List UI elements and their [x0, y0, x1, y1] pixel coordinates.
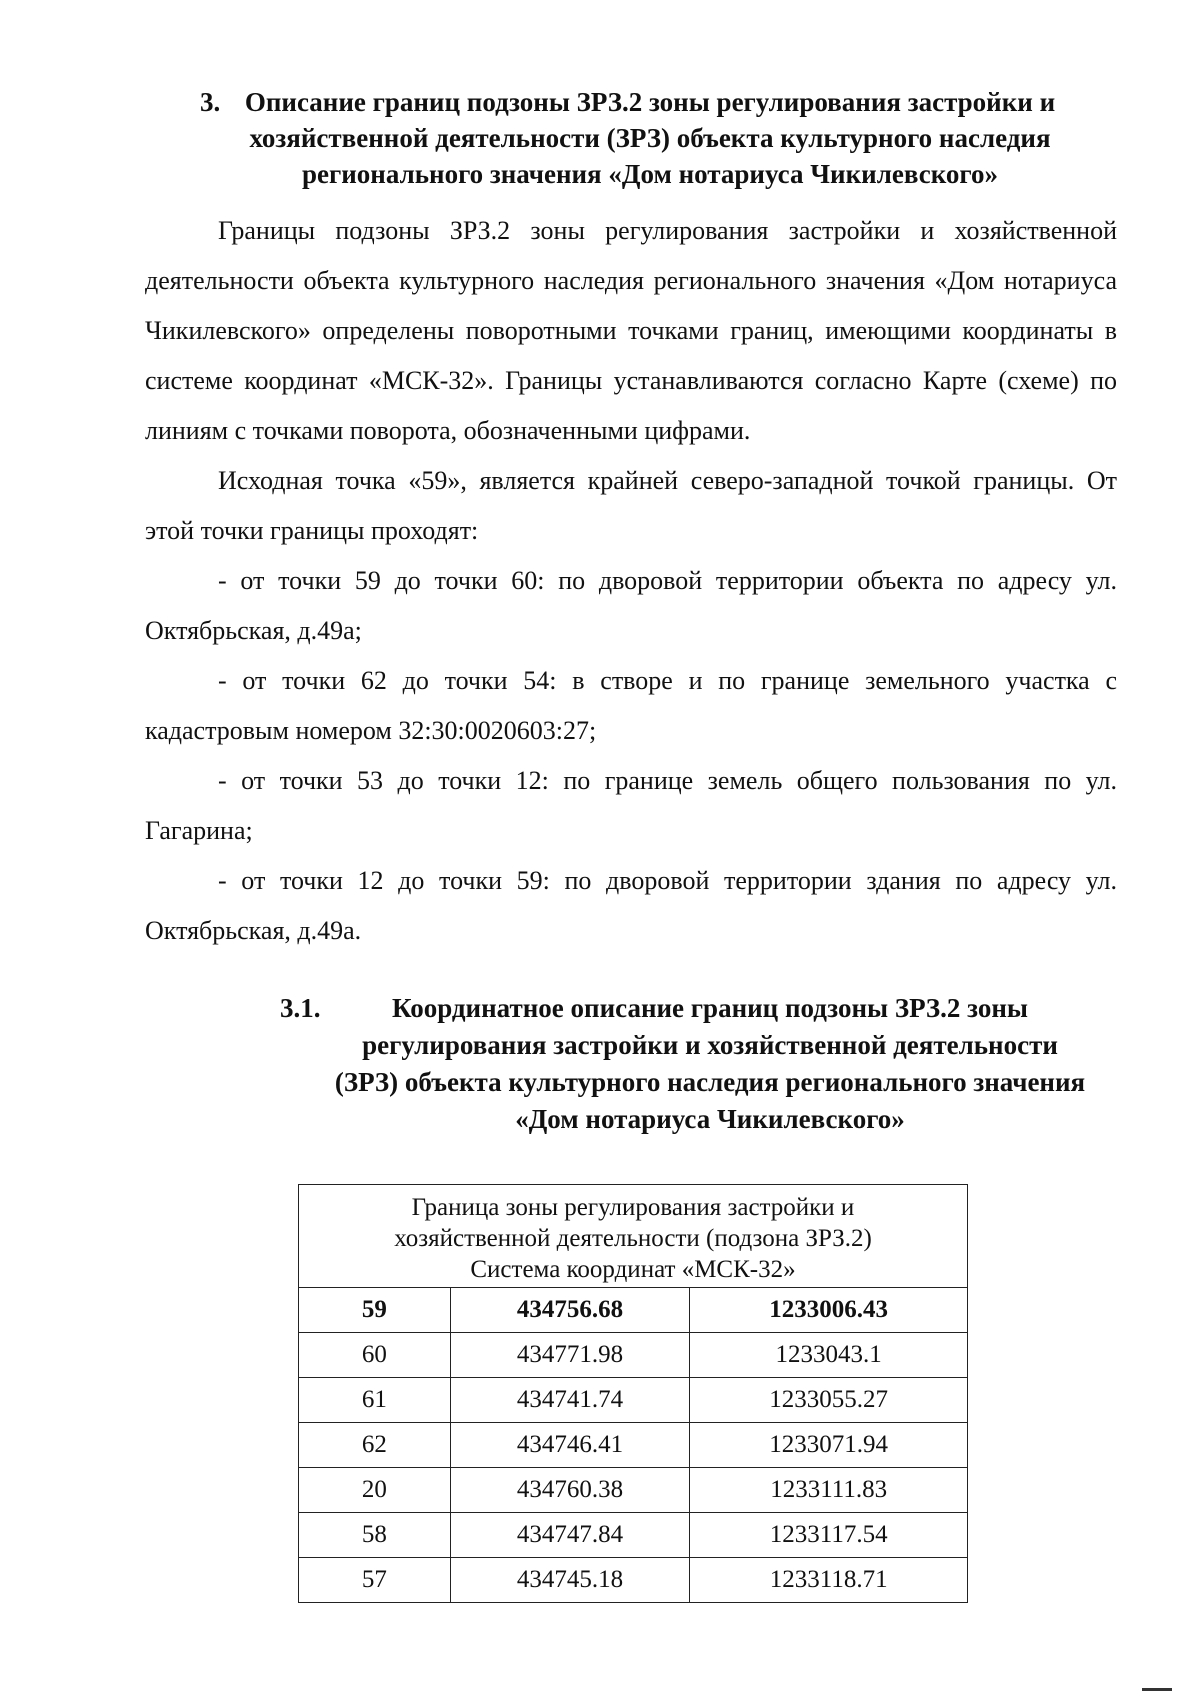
subsection-heading: [270, 990, 1090, 1138]
x-coordinate: 434741.74: [450, 1378, 690, 1423]
point-number: 60: [299, 1333, 451, 1378]
table-caption: [299, 1185, 968, 1288]
point-number: 20: [299, 1468, 451, 1513]
point-number: 61: [299, 1378, 451, 1423]
x-coordinate: 434745.18: [450, 1558, 690, 1603]
y-coordinate: 1233043.1: [690, 1333, 968, 1378]
table-row: [299, 1288, 968, 1333]
paragraph-boundary-12-59: - от точки 12 до точки 59: по дворовой территории здания по адресу ул. Октябрьская, д.49а.: [145, 866, 1117, 945]
page-edge-mark: [1142, 1688, 1172, 1691]
section-title: Описание границ подзоны ЗРЗ.2 зоны регулирования застройки и хозяйственной деятельности (ЗРЗ) объекта культурного наследия регионального значения «Дом нотариуса Чикилевского»: [244, 87, 1056, 189]
coordinates-table: [298, 1184, 968, 1603]
paragraph-start-point: Исходная точка «59», является крайней северо-западной точкой границы. От этой точки границы проходят:: [145, 466, 1117, 545]
x-coordinate: 434771.98: [450, 1333, 690, 1378]
section-number: 3.: [200, 87, 221, 117]
x-coordinate: 434760.38: [450, 1468, 690, 1513]
y-coordinate: 1233071.94: [690, 1423, 968, 1468]
point-number: 62: [299, 1423, 451, 1468]
y-coordinate: 1233055.27: [690, 1378, 968, 1423]
point-number: 57: [299, 1558, 451, 1603]
y-coordinate: 1233118.71: [690, 1558, 968, 1603]
caption-line-2: хозяйственной деятельности (подзона ЗРЗ.2): [394, 1224, 872, 1252]
paragraph-intro: Границы подзоны ЗРЗ.2 зоны регулирования застройки и хозяйственной деятельности объекта культурного наследия регионального значения «Дом нотариуса Чикилевского» определены поворотными точками границ, имеющими координаты в системе координат «МСК-32». Границы устанавливаются согласно Карте (схеме) по линиям с точками поворота, обозначенными цифрами.: [145, 216, 1117, 445]
paragraph-boundary-53-12: - от точки 53 до точки 12: по границе земель общего пользования по ул. Гагарина;: [145, 766, 1117, 845]
subsection-title: Координатное описание границ подзоны ЗРЗ.2 зоны регулирования застройки и хозяйственной деятельности (ЗРЗ) объекта культурного наследия регионального значения «Дом нотариуса Чикилевского»: [334, 993, 1086, 1134]
y-coordinate: 1233006.43: [690, 1288, 968, 1333]
table-row: [299, 1378, 968, 1423]
subsection-number: 3.1.: [280, 993, 321, 1023]
table-row: [299, 1513, 968, 1558]
paragraph-boundary-62-54: - от точки 62 до точки 54: в створе и по границе земельного участка с кадастровым номером 32:30:0020603:27;: [145, 666, 1117, 745]
body-text: [145, 206, 1117, 956]
x-coordinate: 434746.41: [450, 1423, 690, 1468]
caption-line-1: Граница зоны регулирования застройки и: [411, 1193, 855, 1221]
table-row: [299, 1423, 968, 1468]
table-caption-row: [299, 1185, 968, 1288]
table-row: [299, 1333, 968, 1378]
point-number: 58: [299, 1513, 451, 1558]
table-row: [299, 1558, 968, 1603]
point-number: 59: [299, 1288, 451, 1333]
x-coordinate: 434747.84: [450, 1513, 690, 1558]
table-row: [299, 1468, 968, 1513]
x-coordinate: 434756.68: [450, 1288, 690, 1333]
section-heading: [200, 84, 1100, 192]
y-coordinate: 1233117.54: [690, 1513, 968, 1558]
paragraph-boundary-59-60: - от точки 59 до точки 60: по дворовой территории объекта по адресу ул. Октябрьская, д.49а;: [145, 566, 1117, 645]
caption-line-3: Система координат «МСК-32»: [470, 1255, 796, 1283]
y-coordinate: 1233111.83: [690, 1468, 968, 1513]
